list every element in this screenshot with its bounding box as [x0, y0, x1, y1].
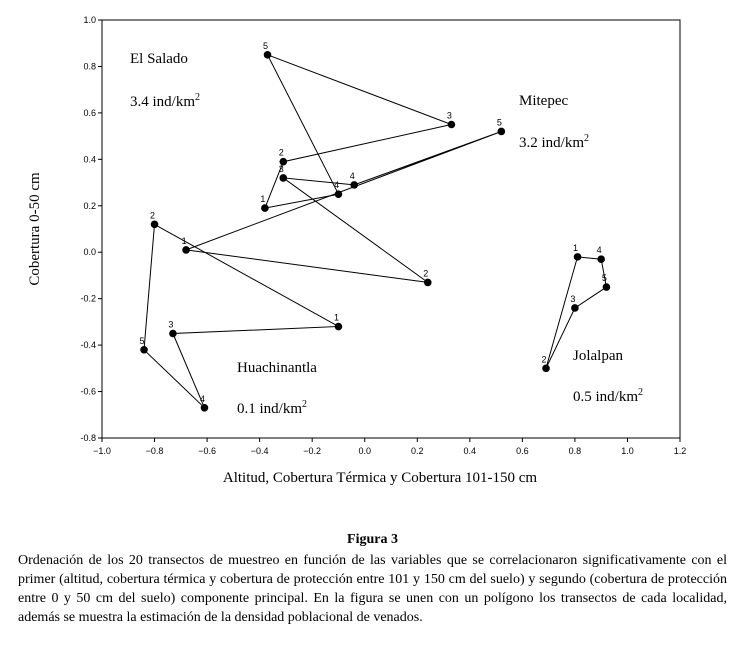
density-value-el-salado: 3.4 ind/km	[130, 94, 196, 110]
figure-title: Figura 3	[347, 532, 398, 547]
y-tick-label: -0.8	[80, 433, 96, 443]
y-tick-label: 0.2	[83, 200, 96, 211]
figure-caption	[18, 532, 727, 627]
x-tick-label: −0.6	[198, 446, 216, 456]
density-exponent-el-salado: 2	[195, 92, 201, 103]
point-label-el-salado-3: 3	[446, 110, 452, 121]
y-tick-label: -0.6	[80, 386, 96, 397]
point-huachinantla-3	[169, 330, 177, 338]
point-label-mitepec-3: 3	[278, 163, 284, 174]
density-value-huachinantla: 0.1 ind/km	[237, 401, 303, 417]
locality-name-el-salado: El Salado	[130, 51, 188, 67]
x-tick-label: −1.0	[93, 446, 111, 456]
x-tick-label: −0.2	[303, 446, 322, 456]
density-exponent-mitepec: 2	[584, 133, 590, 144]
density-value-mitepec: 3.2 ind/km	[519, 135, 585, 151]
y-tick-label: 0.4	[83, 154, 96, 165]
point-jolalpan-1	[574, 253, 582, 261]
point-label-huachinantla-2: 2	[150, 210, 156, 221]
y-tick-label: -0.4	[80, 340, 96, 351]
point-label-jolalpan-3: 3	[570, 293, 576, 304]
point-label-huachinantla-1: 1	[333, 312, 339, 323]
point-huachinantla-4	[201, 404, 209, 412]
polygon-huachinantla	[144, 224, 339, 407]
y-axis-ticks	[80, 15, 102, 443]
point-label-el-salado-4: 4	[333, 180, 339, 191]
point-jolalpan-3	[571, 304, 579, 312]
density-exponent-jolalpan: 2	[638, 387, 644, 398]
point-el-salado-5	[264, 51, 272, 59]
point-label-huachinantla-4: 4	[199, 393, 205, 404]
polygon-mitepec	[186, 132, 501, 283]
locality-name-jolalpan: Jolalpan	[573, 348, 623, 364]
y-tick-label: 0.6	[83, 107, 96, 118]
point-label-huachinantla-3: 3	[168, 319, 174, 330]
density-el-salado	[130, 92, 200, 110]
y-tick-label: 1.0	[83, 15, 96, 25]
x-tick-label: 0.8	[568, 446, 582, 456]
x-tick-label: 0.6	[516, 446, 529, 456]
point-el-salado-3	[448, 121, 456, 129]
point-label-jolalpan-1: 1	[573, 242, 579, 253]
point-label-jolalpan-2: 2	[541, 354, 547, 365]
point-mitepec-4	[350, 181, 358, 189]
point-huachinantla-5	[140, 346, 148, 354]
point-huachinantla-2	[151, 221, 159, 229]
point-huachinantla-1	[335, 323, 343, 331]
density-jolalpan	[573, 387, 643, 405]
point-label-el-salado-1: 1	[260, 194, 266, 205]
y-tick-label: -0.2	[80, 293, 96, 304]
density-huachinantla	[237, 399, 307, 417]
point-mitepec-5	[498, 128, 506, 136]
point-el-salado-1	[261, 204, 269, 212]
point-jolalpan-5	[603, 283, 611, 291]
x-tick-label: 0.4	[463, 446, 477, 456]
point-el-salado-4	[335, 190, 343, 198]
point-mitepec-1	[182, 246, 190, 254]
point-jolalpan-2	[542, 365, 550, 373]
x-axis-ticks	[93, 438, 686, 456]
point-mitepec-3	[279, 174, 287, 182]
locality-name-huachinantla: Huachinantla	[237, 360, 317, 376]
figure-caption-text: Ordenación de los 20 transectos de muestreo en función de las variables que se correlacionaron significativamente con el primer (altitud, cobertura térmica y cobertura de protección entre 101 y 150 cm del suelo) y segundo (cobertura de protección entre 0 y 50 cm del suelo) componente principal. En la figura se unen con un polígono los transectos de cada localidad, además se muestra la estimación de la densidad poblacional de venados.	[18, 553, 727, 625]
point-label-mitepec-2: 2	[423, 268, 429, 279]
point-label-jolalpan-5: 5	[601, 273, 607, 284]
point-label-mitepec-5: 5	[496, 117, 502, 128]
point-label-huachinantla-5: 5	[139, 335, 145, 346]
point-mitepec-2	[424, 279, 432, 287]
y-axis-label: Cobertura 0-50 cm	[27, 172, 43, 286]
point-label-el-salado-5: 5	[263, 40, 269, 51]
point-label-jolalpan-4: 4	[596, 245, 602, 256]
density-value-jolalpan: 0.5 ind/km	[573, 389, 639, 405]
x-tick-label: −0.8	[145, 446, 164, 456]
point-label-mitepec-4: 4	[349, 170, 355, 181]
locality-annotations	[130, 51, 643, 417]
point-label-el-salado-2: 2	[278, 147, 284, 158]
density-mitepec	[519, 133, 589, 151]
density-exponent-huachinantla: 2	[302, 399, 308, 410]
y-tick-label: 0.8	[83, 61, 96, 72]
x-tick-label: 1.2	[673, 446, 687, 456]
x-tick-label: −0.4	[250, 446, 269, 456]
x-tick-label: 0.2	[411, 446, 424, 456]
y-tick-label: 0.0	[83, 247, 96, 258]
x-tick-label: 0.0	[358, 446, 371, 456]
plot-frame	[102, 20, 680, 438]
point-label-mitepec-1: 1	[181, 235, 187, 246]
point-jolalpan-4	[597, 255, 605, 263]
x-tick-label: 1.0	[621, 446, 634, 456]
x-axis-label: Altitud, Cobertura Térmica y Cobertura 101-150 cm	[222, 470, 538, 486]
locality-name-mitepec: Mitepec	[519, 93, 569, 109]
